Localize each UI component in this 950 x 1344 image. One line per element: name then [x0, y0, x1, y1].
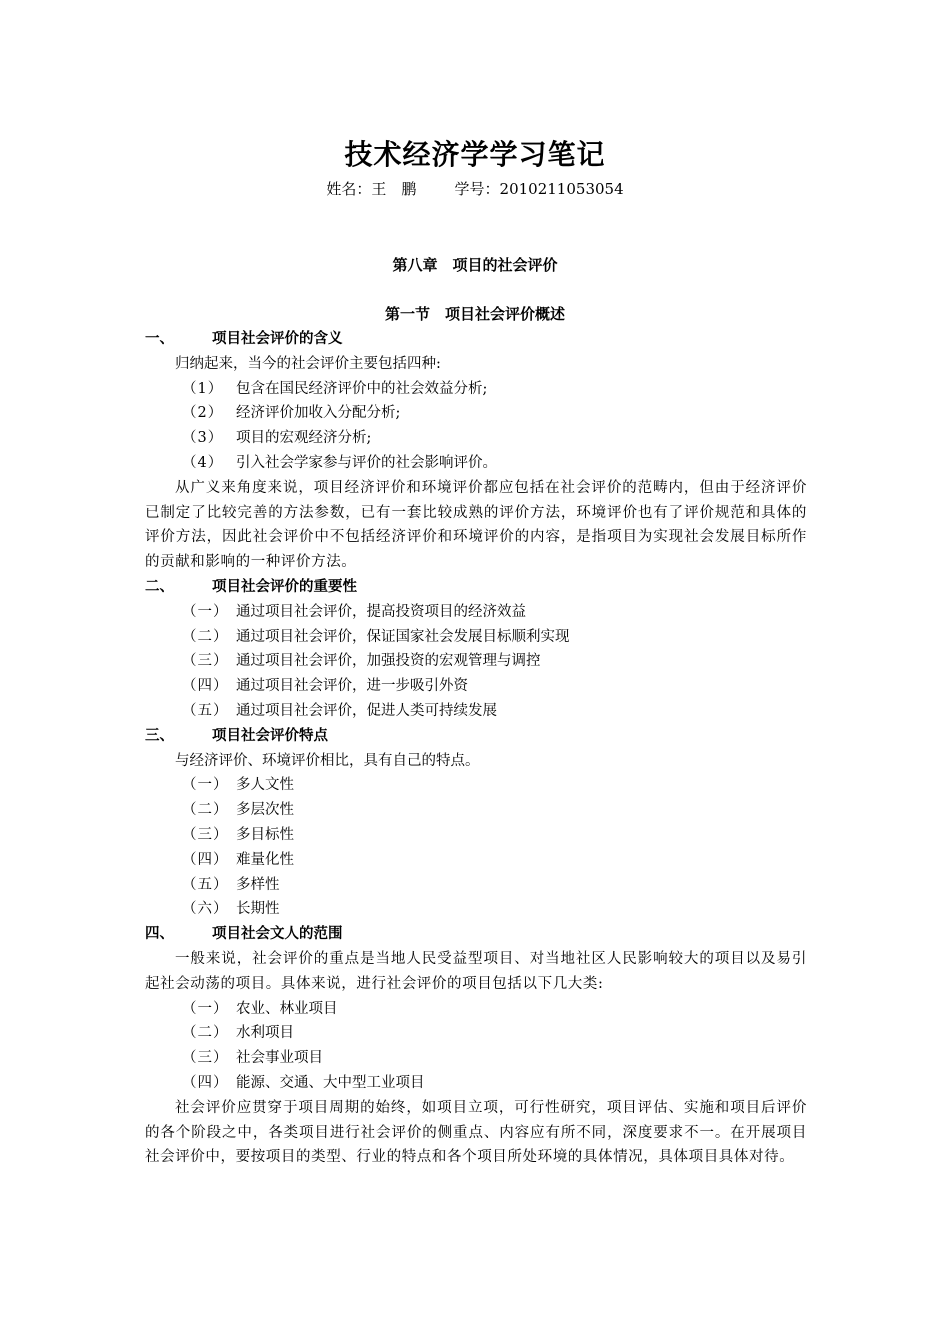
subsection-number: 四、	[145, 926, 174, 943]
list-text: 项目的宏观经济分析;	[236, 430, 372, 447]
list-marker: （二）	[182, 802, 229, 819]
list-marker: （四）	[182, 678, 229, 695]
subsection-heading-4	[145, 922, 807, 947]
meta-gap	[416, 180, 454, 198]
subsection-number: 三、	[145, 727, 174, 744]
list-marker: （三）	[182, 653, 229, 670]
list-text: 通过项目社会评价，加强投资的宏观管理与调控	[236, 653, 541, 670]
list-item	[145, 426, 807, 451]
list-text: 经济评价加收入分配分析;	[236, 405, 401, 422]
list-text: 通过项目社会评价，保证国家社会发展目标顺利实现	[236, 628, 570, 645]
intro-line: 归纳起来，当今的社会评价主要包括四种:	[175, 355, 441, 372]
list-marker: （二）	[182, 628, 229, 645]
list-marker: （二）	[182, 1025, 229, 1042]
list-text: 能源、交通、大中型工业项目	[236, 1074, 425, 1091]
subsection-title: 项目社会评价的含义	[212, 331, 343, 347]
subsection-title: 项目社会文人的范围	[212, 926, 343, 943]
list-marker: （三）	[182, 1050, 229, 1067]
paragraph: 一般来说，社会评价的重点是当地人民受益型项目、对当地社区人民影响较大的项目以及易引起社会动荡的项目。具体来说，进行社会评价的项目包括以下几大类:	[145, 950, 807, 992]
section-heading: 第一节 项目社会评价概述	[384, 305, 565, 323]
list-text: 社会事业项目	[236, 1050, 323, 1067]
list-text: 通过项目社会评价，促进人类可持续发展	[236, 702, 497, 719]
list-text: 多目标性	[236, 826, 294, 843]
student-name: 姓名：王 鹏	[326, 180, 417, 198]
subsection-heading-2	[145, 575, 807, 600]
list-item	[145, 377, 807, 402]
paragraph: 从广义来角度来说，项目经济评价和环境评价都应包括在社会评价的范畴内，但由于经济评价已制定了比较完善的方法参数，已有一套比较成熟的评价方法，环境评价也有了评价规范和具体的评价方法，因此社会评价中不包括经济评价和环境评价的内容，是指项目为实现社会发展目标所作的贡献和影响的一种评价方法。	[145, 479, 807, 571]
subsection-number: 二、	[145, 578, 174, 595]
list-text: 通过项目社会评价，提高投资项目的经济效益	[236, 603, 526, 620]
intro-line: 与经济评价、环境评价相比，具有自己的特点。	[175, 752, 480, 769]
list-marker: （五）	[182, 702, 229, 719]
paragraph: 社会评价应贯穿于项目周期的始终，如项目立项，可行性研究，项目评估、实施和项目后评价的各个阶段之中，各类项目进行社会评价的侧重点、内容应有所不同，深度要求不一。在开展项目社会评价中，要按项目的类型、行业的特点和各个项目所处环境的具体情况，具体项目具体对待。	[145, 1099, 807, 1166]
subsection-heading-3	[145, 724, 807, 749]
subsection-title: 项目社会评价的重要性	[212, 578, 357, 595]
list-text: 难量化性	[236, 851, 294, 868]
list-text: 农业、林业项目	[236, 1000, 338, 1017]
list-text: 多层次性	[236, 802, 294, 819]
list-marker: （四）	[182, 1074, 229, 1091]
list-item	[145, 823, 807, 848]
subsection-number: 一、	[145, 331, 174, 347]
list-marker: （一）	[182, 1000, 229, 1017]
author-info	[0, 178, 950, 199]
list-marker: （一）	[182, 603, 229, 620]
list-item	[145, 848, 807, 873]
list-marker: （2）	[182, 405, 224, 422]
list-item	[145, 401, 807, 426]
list-marker: （四）	[182, 851, 229, 868]
list-marker: （三）	[182, 826, 229, 843]
list-item	[145, 997, 807, 1022]
list-text: 通过项目社会评价，进一步吸引外资	[236, 678, 468, 695]
list-item	[145, 1046, 807, 1071]
list-marker: （一）	[182, 777, 229, 794]
list-text: 包含在国民经济评价中的社会效益分析;	[236, 380, 488, 397]
list-text: 引入社会学家参与评价的社会影响评价。	[236, 454, 497, 471]
student-id: 学号：2010211053054	[454, 180, 624, 198]
list-item	[145, 773, 807, 798]
list-item	[145, 451, 807, 476]
list-item	[145, 873, 807, 898]
list-marker: （3）	[182, 430, 224, 447]
list-marker: （1）	[182, 380, 224, 397]
list-item	[145, 798, 807, 823]
list-item	[145, 674, 807, 699]
list-item	[145, 699, 807, 724]
chapter-heading: 第八章 项目的社会评价	[392, 256, 558, 274]
subsection-heading-1	[145, 327, 807, 352]
list-marker: （五）	[182, 876, 229, 893]
document-body	[145, 327, 807, 1170]
list-text: 多样性	[236, 876, 280, 893]
list-text: 长期性	[236, 901, 280, 918]
list-marker: （4）	[182, 454, 224, 471]
list-text: 水利项目	[236, 1025, 294, 1042]
list-item	[145, 897, 807, 922]
list-item	[145, 625, 807, 650]
list-item	[145, 600, 807, 625]
document-title: 技术经济学学习笔记	[344, 138, 606, 171]
list-item	[145, 1071, 807, 1096]
subsection-title: 项目社会评价特点	[212, 727, 328, 744]
list-item	[145, 1021, 807, 1046]
list-item	[145, 649, 807, 674]
list-text: 多人文性	[236, 777, 294, 794]
list-marker: （六）	[182, 901, 229, 918]
